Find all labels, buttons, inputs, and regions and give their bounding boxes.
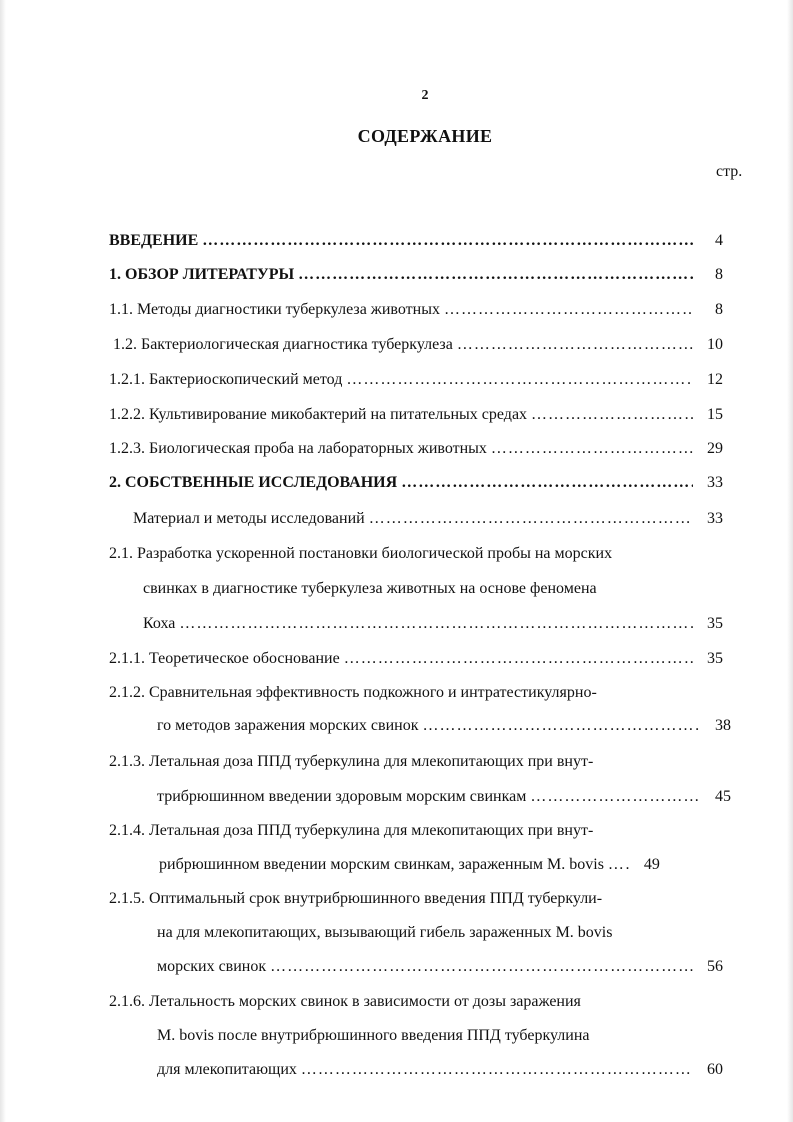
toc-leader-dots [298,262,693,288]
toc-leader-dots [530,784,701,810]
toc-leader-dots [369,506,693,532]
toc-entry-last-line [157,784,731,810]
toc-entry-2-1-1[interactable] [109,646,723,672]
toc-entry-text-line: морских свинок [157,958,267,975]
toc-entry-text-line: 2.1.3. Летальная доза ППД туберкулина для млекопитающих при внут- [109,753,594,770]
toc-entry-1-2-3[interactable] [109,436,723,462]
toc-entry-text: ВВЕДЕНИЕ [109,232,199,249]
toc-entry-page: 8 [715,301,723,318]
toc-leader-dots [422,713,701,739]
toc-entry-page: 56 [707,958,723,975]
toc-entry-text-line: 2.1.6. Летальность морских свинок в зависимости от дозы заражения [109,993,581,1010]
toc-entry-text: 1.1. Методы диагностики туберкулеза животных [109,301,440,318]
toc-leader-dots [444,297,693,323]
toc-leader-dots [457,332,693,358]
toc-entry-page: 15 [707,406,723,423]
toc-entry-text: 2. СОБСТВЕННЫЕ ИССЛЕДОВАНИЯ [109,474,398,491]
toc-entry-introduction[interactable] [109,228,723,254]
toc-entry-materials-methods[interactable] [133,506,723,532]
page-number: 2 [421,88,429,103]
toc-entry-own-research[interactable] [109,470,723,496]
toc-leader-dots [401,470,693,496]
toc-leader-dots [608,852,630,878]
toc-entry-1-2[interactable] [113,332,723,358]
page-edge-right [787,0,793,1122]
toc-entry-page: 60 [707,1061,723,1078]
toc-entry-page: 33 [707,474,723,491]
toc-entry-last-line [157,954,723,980]
toc-entry-page: 45 [715,788,731,805]
toc-entry-text: 1.2.1. Бактериоскопический метод [109,371,343,388]
toc-entry-text-line: 2.1.5. Оптимальный срок внутрибрюшинного введения ППД туберкули- [109,890,603,907]
toc-leader-dots [531,402,693,428]
toc-entry-page: 33 [707,510,723,527]
toc-entry-text-line: M. bovis после внутрибрюшинного введения ППД туберкулина [157,1027,590,1044]
toc-entry-text: 1.2. Бактериологическая диагностика туберкулеза [113,336,453,353]
toc-entry-page: 29 [707,440,723,457]
toc-entry-text-line: на для млекопитающих, вызывающий гибель зараженных M. bovis [157,924,613,941]
toc-entry-1-1[interactable] [109,297,723,323]
toc-entry-page: 49 [643,856,660,873]
toc-entry-page: 4 [715,232,723,249]
toc-entry-text-line: Коха [143,615,176,632]
toc-entry-1-2-1[interactable] [109,367,723,393]
toc-entry-text-line: 2.1.2. Сравнительная эффективность подкожного и интратестикулярно- [109,684,597,701]
toc-entry-last-line [159,852,731,878]
toc-entry-text-line: рибрюшинном введении морским свинкам, зараженным M. bovis [159,856,604,873]
toc-leader-dots [491,436,693,462]
toc-entry-text-line: го методов заражения морских свинок [157,717,419,734]
toc-entry-page: 35 [707,615,723,632]
toc-entry-last-line [157,1057,723,1083]
toc-entry-1-2-2[interactable] [109,402,723,428]
toc-entry-text: 2.1.1. Теоретическое обоснование [109,650,340,667]
toc-entry-last-line [157,713,731,739]
page-edge-left [0,0,6,1122]
toc-entry-page: 8 [715,266,723,283]
page-title: СОДЕРЖАНИЕ [357,126,493,146]
toc-entry-literature-review[interactable] [109,262,723,288]
toc-entry-text-line: свинках в диагностике туберкулеза животных на основе феномена [143,580,597,597]
toc-leader-dots [344,646,693,672]
toc-leader-dots [179,611,693,637]
toc-entry-page: 10 [707,336,723,353]
page-column-label: стр. [716,163,743,180]
toc-entry-text: 1. ОБЗОР ЛИТЕРАТУРЫ [109,266,295,283]
toc-entry-text-line: для млекопитающих [157,1061,297,1078]
toc-leader-dots [270,954,693,980]
toc-entry-text-line: трибрюшинном введении здоровым морским свинкам [157,788,527,805]
toc-entry-last-line [143,611,723,637]
toc-leader-dots [202,228,693,254]
toc-entry-page: 12 [707,371,723,388]
toc-entry-text: 1.2.3. Биологическая проба на лабораторных животных [109,440,487,457]
toc-leader-dots [301,1057,693,1083]
toc-entry-text-line: 2.1. Разработка ускоренной постановки биологической пробы на морских [109,545,613,562]
toc-entry-page: 35 [707,650,723,667]
toc-leader-dots [346,367,693,393]
toc-entry-text-line: 2.1.4. Летальная доза ППД туберкулина для млекопитающих при внут- [109,822,594,839]
toc-entry-page: 38 [715,717,731,734]
toc-entry-text: 1.2.2. Культивирование микобактерий на питательных средах [109,406,528,423]
toc-entry-text: Материал и методы исследований [133,510,365,527]
